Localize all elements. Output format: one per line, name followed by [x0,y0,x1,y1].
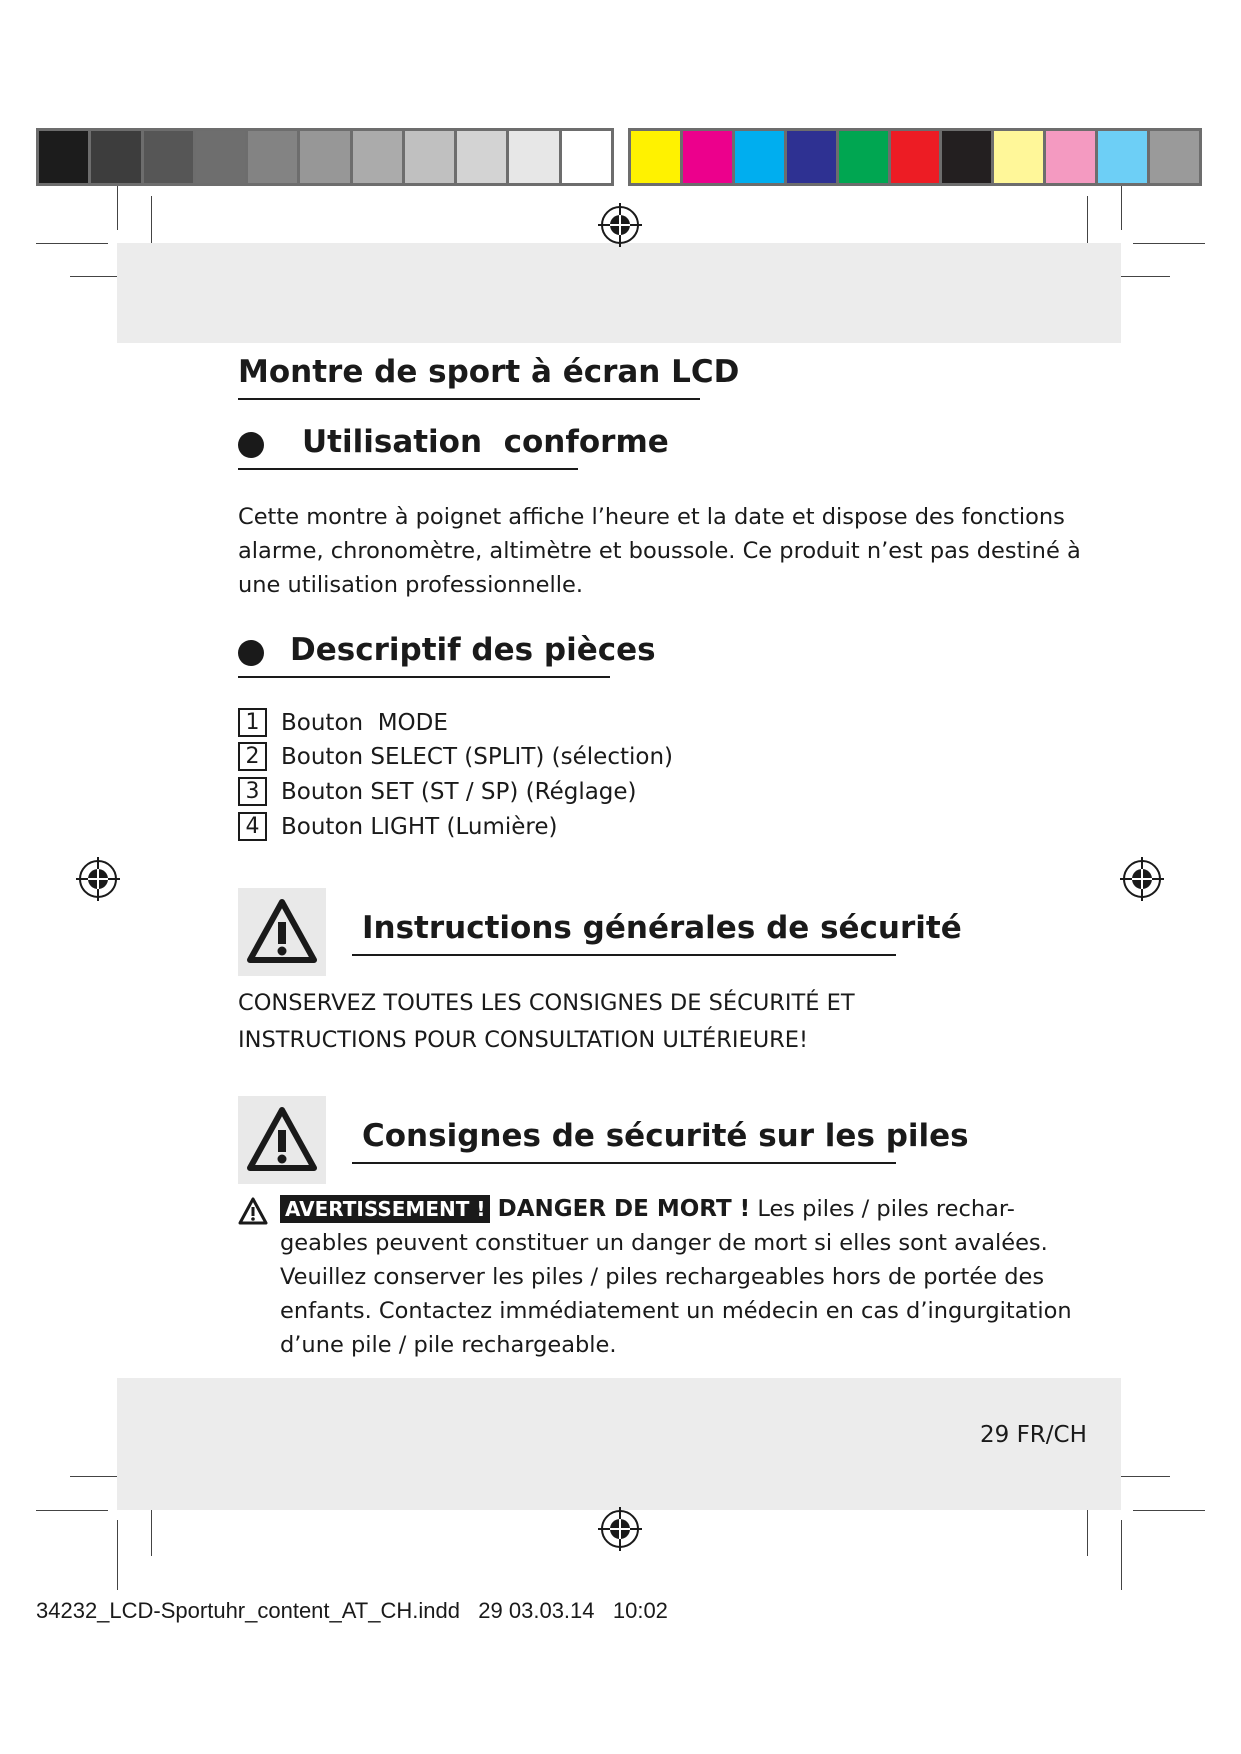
section3-paragraph [238,985,855,1059]
color-swatch [91,131,143,183]
color-swatch [1150,131,1199,183]
color-swatch [457,131,509,183]
parts-list-item [238,742,673,771]
warning-triangle-icon [238,1096,326,1184]
title-underline [238,398,700,400]
registration-mark-icon [597,1506,643,1552]
heading-underline [352,1162,896,1164]
color-swatch [735,131,787,183]
color-swatch [891,131,943,183]
crop-mark [117,186,118,230]
color-swatch [405,131,457,183]
part-number-box: 4 [238,812,267,841]
color-swatch [509,131,561,183]
crop-mark [1121,186,1122,230]
process-color-bar [628,128,1202,186]
text-line: enfants. Contactez immédiatement un médecin en cas d’ingurgitation [280,1298,1072,1324]
color-swatch [353,131,405,183]
color-swatch [196,131,248,183]
slug-line: 34232_LCD-Sportuhr_content_AT_CH.indd 29 03.03.14 10:02 [36,1598,668,1623]
part-number-box: 3 [238,777,267,806]
parts-list-item [238,708,448,737]
heading-underline [352,954,896,956]
bullet-icon [238,432,264,458]
section-heading-utilisation: Utilisation conforme [302,424,669,460]
part-number-box: 1 [238,708,267,737]
text-line: INSTRUCTIONS POUR CONSULTATION ULTÉRIEURE! [238,1027,809,1053]
warning-icon-box [238,1096,326,1184]
color-swatch [683,131,735,183]
crop-mark [117,1520,118,1590]
footer-band [117,1378,1121,1510]
heading-underline [238,468,578,470]
registration-mark-icon [1119,856,1165,902]
page-number: 29 FR/CH [980,1422,1087,1448]
text-line: geables peuvent constituer un danger de mort si elles sont avalées. [280,1230,1048,1256]
warning-first-line [280,1192,1040,1226]
page-title: Montre de sport à écran LCD [238,354,740,390]
bullet-icon [238,640,264,666]
part-number-box: 2 [238,742,267,771]
text-line: d’une pile / pile rechargeable. [280,1332,617,1358]
color-swatch [248,131,300,183]
crop-mark [1121,1520,1122,1590]
color-swatch [39,131,91,183]
grayscale-color-bar [36,128,614,186]
part-label: Bouton SELECT (SPLIT) (sélection) [281,743,673,770]
color-swatch [562,131,611,183]
text-line: une utilisation professionnelle. [238,572,584,598]
text-line: alarme, chronomètre, altimètre et boussole. Ce produit n’est pas destiné à [238,538,1081,564]
color-swatch [144,131,196,183]
color-swatch [1046,131,1098,183]
color-swatch [942,131,994,183]
color-swatch [631,131,683,183]
text-line: Cette montre à poignet affiche l’heure et la date et dispose des fonctions [238,504,1065,530]
registration-mark-icon [75,856,121,902]
part-label: Bouton LIGHT (Lumière) [281,813,558,840]
section-heading-instructions: Instructions générales de sécurité [362,910,962,946]
danger-label: DANGER DE MORT ! [497,1196,751,1222]
color-swatch [787,131,839,183]
text-line: Veuillez conserver les piles / piles rechargeables hors de portée des [280,1264,1045,1290]
warning-icon-box [238,888,326,976]
parts-list-item [238,777,637,806]
part-label: Bouton SET (ST / SP) (Réglage) [281,778,637,805]
crop-mark [1133,243,1205,244]
heading-underline [238,676,610,678]
section-heading-consignes: Consignes de sécurité sur les piles [362,1118,969,1154]
crop-mark [36,243,108,244]
section1-paragraph [238,500,1081,602]
color-swatch [300,131,352,183]
color-swatch [839,131,891,183]
registration-mark-icon [597,202,643,248]
small-warning-icon [238,1196,268,1226]
color-swatch [994,131,1046,183]
crop-mark [1133,1510,1205,1511]
text-fragment: Les piles / piles rechar- [750,1196,1015,1222]
warning-triangle-icon [238,888,326,976]
crop-mark [36,1510,108,1511]
avertissement-badge: AVERTISSEMENT ! [280,1195,490,1223]
text-line: CONSERVEZ TOUTES LES CONSIGNES DE SÉCURITÉ ET [238,990,855,1016]
parts-list-item [238,812,557,841]
header-band [117,243,1121,343]
color-swatch [1098,131,1150,183]
part-label: Bouton MODE [281,709,448,736]
section4-paragraph [280,1192,1072,1362]
section-heading-descriptif: Descriptif des pièces [290,632,656,668]
